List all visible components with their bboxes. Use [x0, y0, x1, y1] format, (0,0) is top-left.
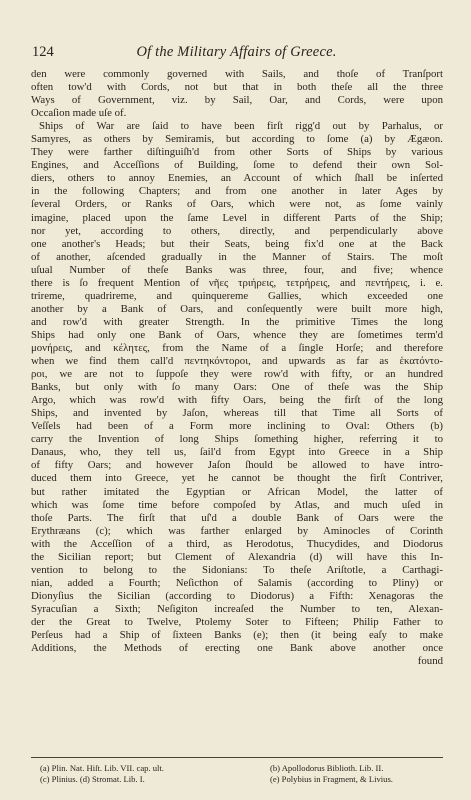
text-line: one another's Heads; but their Seats, being fix'd one at the Back	[31, 237, 443, 250]
text-line: of fifty Oars; and however Jaſon ſhould be allowed to have intro-	[31, 459, 443, 472]
text-line: Ships, and invented by Jaſon, whereas till that Time all Sorts of	[31, 407, 443, 420]
text-line: with the Acceſſion of a third, as Herodotus, Thucydides, and Diodorus	[31, 537, 443, 550]
text-line: Ships of War are ſaid to have been firſt rigg'd out by Parhalus, or	[39, 120, 443, 133]
text-line: the Sicilian report; but Clement of Alexandria (d) will have this In-	[31, 550, 443, 563]
text-line: Banks, but only with ſo many Oars: One of theſe was the Ship	[31, 381, 443, 394]
text-line: nian, added a Fourth; Neſicthon of Salamis (according to Pliny) or	[31, 576, 443, 589]
footnote-row	[40, 763, 444, 774]
footnote-right: (e) Polybius in Fragment, & Livius.	[270, 774, 393, 784]
text-line: They were farther diſtinguiſh'd from other Sorts of Ships by various	[31, 146, 443, 159]
text-line: Ways of Government, viz. by Sail, Oar, and Cords, were upon	[31, 94, 443, 107]
text-line: when we find them call'd πεντηκόντοροι, and upwards as far as ἑκατόντο-	[31, 355, 443, 368]
text-line: in the following Chapters; and from one another in later Ages by	[31, 185, 443, 198]
footnote-row	[40, 774, 444, 785]
text-line: Erythræans (c); which was farther enlarged by Aminocles of Corinth	[31, 524, 443, 537]
text-line: Occaſion made uſe of.	[31, 107, 127, 120]
footnote-rule	[31, 757, 443, 758]
text-line: Ships had only one Bank of Oars, whence they are ſometimes term'd	[31, 328, 443, 341]
text-line: Syracuſian a Sixth; Neſigiton increaſed the Number to ten, Alexan-	[31, 602, 443, 615]
text-line: Danaus, who, they tell us, ſail'd from Egypt into Greece in a Ship	[31, 446, 443, 459]
text-line: thoſe Parts. The firſt that uſ'd a double Bank of Oars were the	[31, 511, 443, 524]
text-line: uſual Number of theſe Banks was three, four, and five; whence	[31, 263, 443, 276]
text-line: of another, aſcended gradually in the Manner of Stairs. The moſt	[31, 250, 443, 263]
text-line: which was ſome time before compoſed by Atlas, and much uſed in	[31, 498, 443, 511]
page-number: 124	[32, 44, 54, 60]
text-line: often tow'd with Cords, not but that in both theſe all the three	[31, 81, 443, 94]
body-text	[31, 68, 443, 668]
footnotes	[40, 763, 444, 785]
text-line: Argo, which was row'd with fifty Oars, being the firſt of the long	[31, 394, 443, 407]
text-line: ροι, we are not to ſuppoſe they were row'd with fifty, or an hundred	[31, 368, 443, 381]
text-line: den were commonly governed with Sails, and thoſe of Tranſport	[31, 68, 443, 80]
text-line: Veſſels had been of a Form more inclining to Oval: Others (b)	[31, 420, 443, 433]
text-line: trireme, quadrireme, and quinquereme Gallies, which exceeded one	[31, 289, 443, 302]
footnote-right: (b) Apollodorus Biblioth. Lib. II.	[270, 763, 384, 773]
running-title: Of the Military Affairs of Greece.	[136, 44, 337, 60]
text-line: der the Great to Twelve, Ptolemy Soter to Fifteen; Philip Father to	[31, 615, 443, 628]
text-line: vention to belong to the Sidonians: To theſe Ariſtotle, a Carthagi-	[31, 563, 443, 576]
text-line: but rather imitated the Egyptian or African Model, the latter of	[31, 485, 443, 498]
text-line: Samyres, as others by Semiramis, but according to ſome (a) by Ægæon.	[31, 133, 443, 146]
text-line: nor yet, according to others, directly, and perpendicularly above	[31, 224, 443, 237]
page-header	[32, 44, 441, 66]
text-line: there is ſo frequent Mention of νῆες τριήρεις, τετρήρεις, and πεντήρεις, i. e.	[31, 276, 443, 289]
footnote-left: (a) Plin. Nat. Hiſt. Lib. VII. cap. ult.	[40, 763, 164, 773]
text-line: Dionyſius the Sicilian (according to Diodorus) a Fifth: Xenagoras the	[31, 589, 443, 602]
text-line: Perſeus had a Ship of ſixteen Banks (e); then (it being eaſy to make	[31, 629, 443, 642]
text-line: diers, others to annoy Enemies, an Account of which ſhall be inſerted	[31, 172, 443, 185]
text-line: and row'd with greater Strength. In the primitive Times the long	[31, 315, 443, 328]
text-line: another by a Bank of Oars, and conſequently were built more high,	[31, 302, 443, 315]
catchword: found	[417, 655, 443, 668]
text-line: Additions, the Methods of erecting one Bank above another once	[31, 642, 443, 655]
text-line: ſeveral Orders, or Ranks of Oars, which were not, as ſome vainly	[31, 198, 443, 211]
footnote-left: (c) Plinius. (d) Stromat. Lib. I.	[40, 774, 145, 784]
text-line: Engines, and Acceſſions of Building, ſome to defend their own Sol-	[31, 159, 443, 172]
text-line: carry the Invention of long Ships ſomething higher, referring it to	[31, 433, 443, 446]
text-line: μονήρεις, and κέλητες, from the Name of a ſingle Horſe; and therefore	[31, 341, 443, 354]
text-line: imagine, placed upon the ſame Level in different Parts of the Ship;	[31, 211, 443, 224]
text-line: duced them into Greece, yet he cannot be thought the firſt Contriver,	[31, 472, 443, 485]
